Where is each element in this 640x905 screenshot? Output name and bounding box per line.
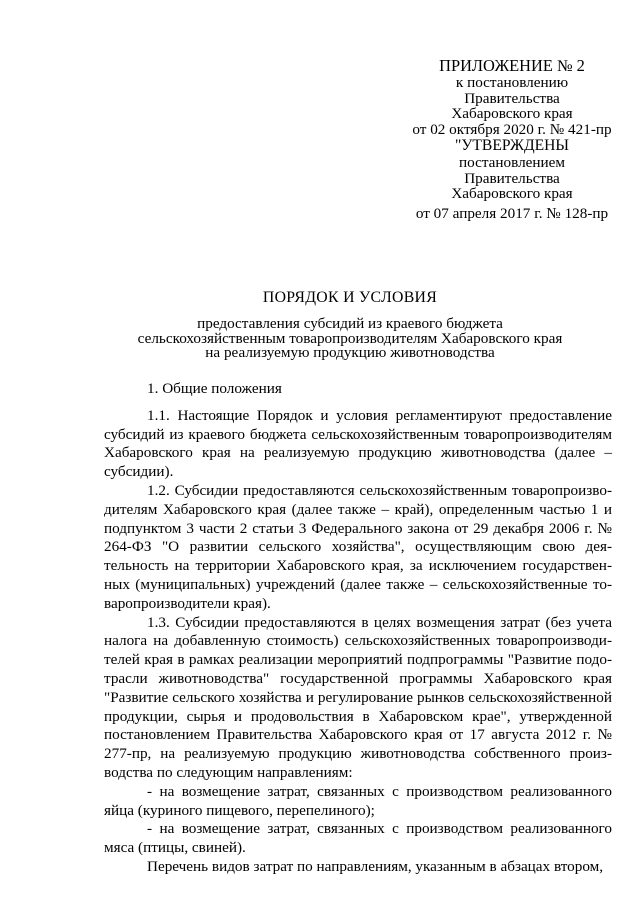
paragraph: - на возмещение затрат, связанных с производством реализованного яйца (куриного пищевого, перепелиного); [104,782,612,819]
appendix-line: к постановлению [455,74,569,92]
document-title: ПОРЯДОК И УСЛОВИЯ [262,289,438,306]
approved-label: "УТВЕРЖДЕНЫ [455,137,569,155]
document-subtitle-line: сельскохозяйственным товаропроизводителям Хабаровского края [137,329,563,347]
approved-line: постановлением [458,154,566,172]
appendix-heading: ПРИЛОЖЕНИЕ № 2 [439,56,585,75]
document-body [104,380,612,877]
document-subtitle-line: предоставления субсидий из краевого бюджета [197,315,503,332]
appendix-line: Правительства [464,89,560,107]
paragraph: 1.1. Настоящие Порядок и условия регламентируют предоставление субсидий из краевого бюджета сельскохозяйственным товаропроизводителям Хабаровского края на реализуемую продукцию животноводства (далее – субсидии). [104,406,612,481]
section-heading: 1. Общие положения [147,380,282,397]
document-subtitle-line: на реализуемую продукцию животноводства [205,344,495,362]
paragraph: - на возмещение затрат, связанных с производством реализованного мяса (птицы, свиней). [104,820,612,857]
paragraph: 1.3. Субсидии предоставляются в целях возмещения затрат (без учета налога на добавленную стоимость) сельскохозяйственных товаропроизводителей края в рамках реализации мероприятий подпрограммы "Развитие подотрасли животноводства" государственной программы Хабаровского края "Развитие сельского хозяйства и регулирование рынков сельскохозяйственной продукции, сырья и продовольствия в Хабаровском крае", утвержденной постановлением Правительства Хабаровского края от 17 августа 2012 г. № 277-пр, на реализуемую продукцию животноводства собственного производства по следующим направлениям: [104,613,612,781]
approved-line: Правительства [464,169,560,187]
approved-line: от 07 апреля 2017 г. № 128-пр [415,204,609,222]
document-title-block [60,289,640,361]
paragraph: 1.2. Субсидии предоставляются сельскохозяйственным товаропроизводителям Хабаровского края (далее также – край), определенным частью 1 и подпунктом 3 части 2 статьи 3 Федерального закона от 29 декабря 2006 г. № 264-ФЗ "О развитии сельского хозяйства", осуществляющим свою деятельность на территории Хабаровского края, за исключением государственных (муниципальных) учреждений (далее также – сельскохозяйственные товаропроизводители края). [104,481,612,612]
appendix-header [392,58,632,221]
appendix-line: от 02 октября 2020 г. № 421-пр [412,120,612,138]
appendix-line: Хабаровского края [451,105,573,123]
approved-line: Хабаровского края [451,185,573,203]
paragraph: Перечень видов затрат по направлениям, указанным в абзацах втором, [147,857,604,875]
